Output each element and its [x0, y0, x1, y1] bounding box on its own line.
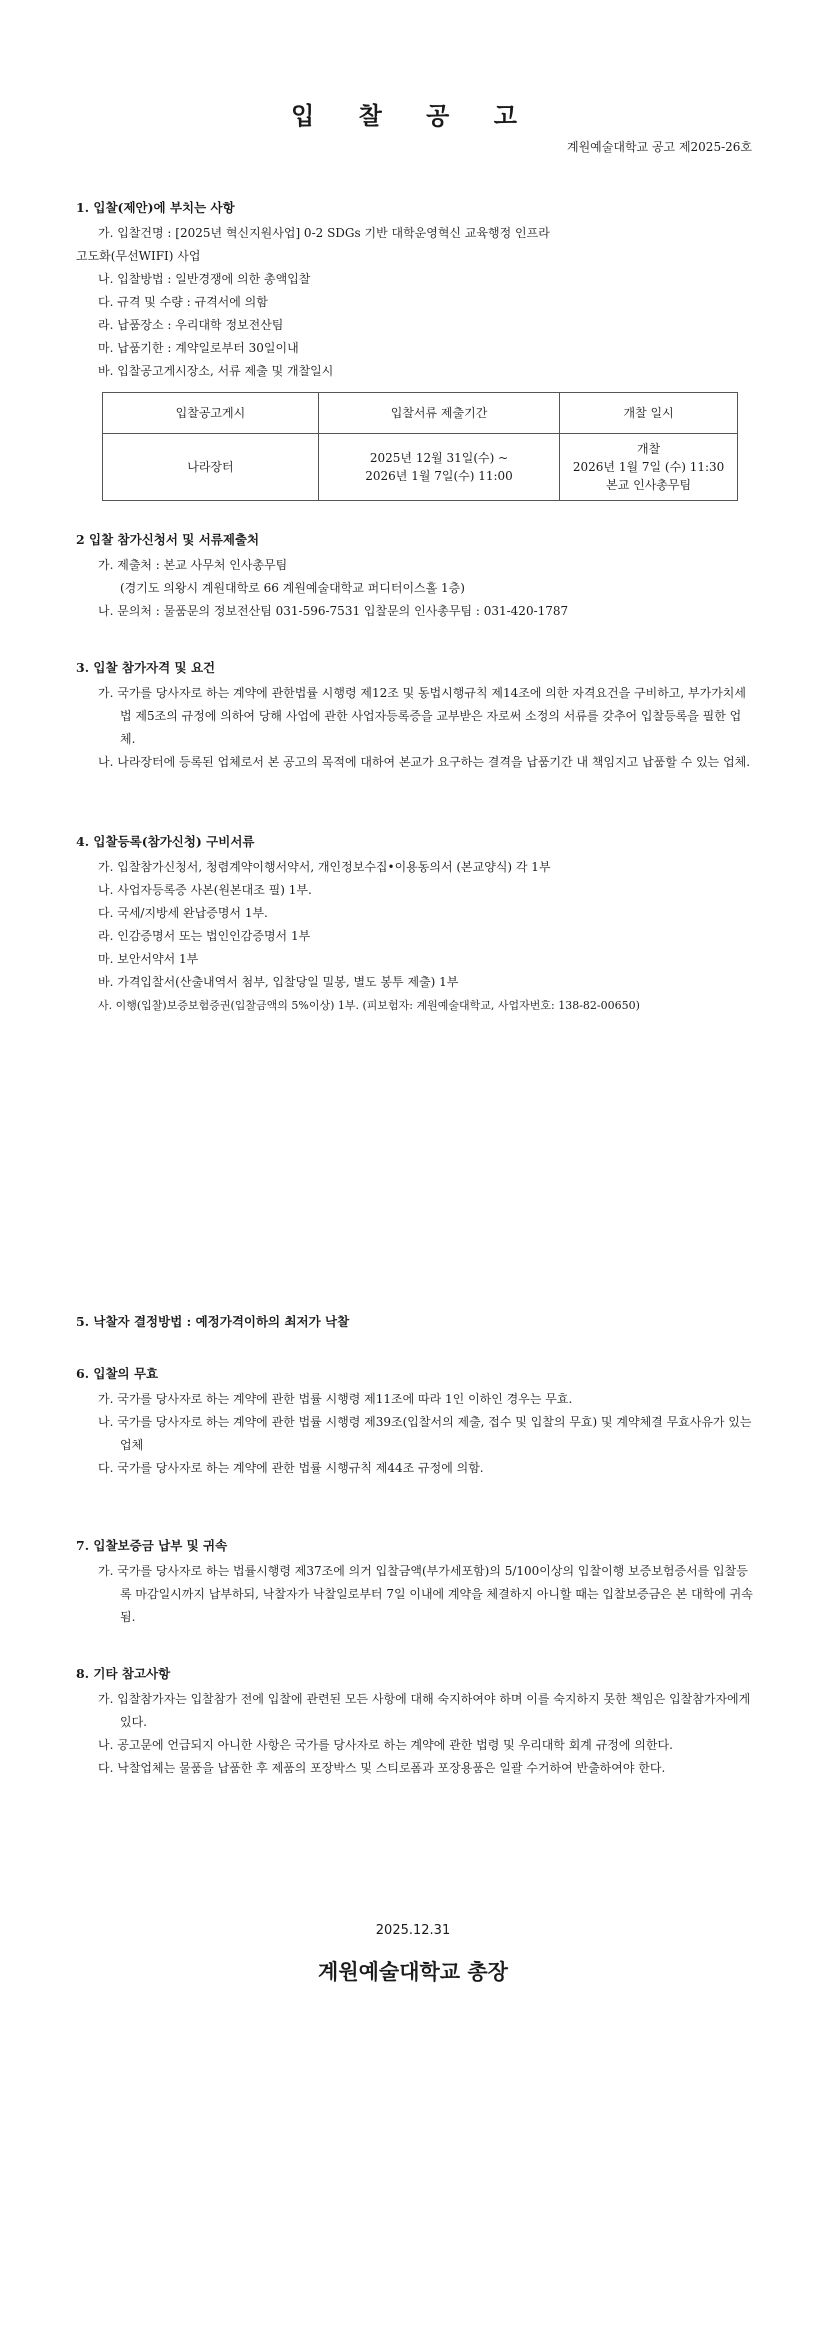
- submission-place: 가. 제출처 : 본교 사무처 인사총무팀: [98, 558, 288, 572]
- opening-datetime: 2026년 1월 7일 (수) 11:30: [572, 460, 725, 474]
- note-b: 나. 공고문에 언급되지 아니한 사항은 국가를 당사자로 하는 계약에 관한 법령 및 우리대학 회계 규정에 의한다.: [98, 1738, 673, 1752]
- section-documents: [76, 832, 756, 1017]
- section-3-heading: 3. 입찰 참가자격 및 요건: [76, 660, 216, 675]
- delivery-place: 라. 납품장소 : 우리대학 정보전산팀: [98, 318, 284, 332]
- page-title: 입 찰 공 고: [291, 101, 535, 130]
- bid-name-line-2: 고도화(무선WIFI) 사업: [76, 249, 201, 263]
- bid-method: 나. 입찰방법 : 일반경쟁에 의한 총액입찰: [98, 272, 311, 286]
- opening-place: 본교 인사총무팀: [606, 478, 692, 492]
- qualification-b: 나. 나라장터에 등록된 업체로서 본 공고의 목적에 대하여 본교가 요구하는 결격을 납품기간 내 책임지고 납품할 수 있는 업체.: [98, 755, 751, 769]
- doc-business-reg: 나. 사업자등록증 사본(원본대조 필) 1부.: [98, 883, 312, 897]
- section-notes: [76, 1664, 756, 1780]
- notice-number: 계원예술대학교 공고 제2025-26호: [566, 140, 752, 154]
- section-1-heading: 1. 입찰(제안)에 부치는 사항: [76, 200, 235, 215]
- table-cell-opening: [560, 434, 738, 501]
- table-header-period: 입찰서류 제출기간: [318, 393, 559, 434]
- doc-security-pledge: 마. 보안서약서 1부: [98, 952, 199, 966]
- table-header-row: [103, 393, 738, 434]
- posting-place: 바. 입찰공고게시장소, 서류 제출 및 개찰일시: [98, 364, 334, 378]
- section-5-heading: 5. 낙찰자 결정방법 : 예정가격이하의 최저가 낙찰: [76, 1314, 350, 1329]
- period-end: 2026년 1월 7일(수) 11:00: [365, 469, 513, 483]
- bid-schedule-table: [102, 392, 738, 501]
- bid-name-line-1: 가. 입찰건명 : [2025년 혁신지원사업] 0-2 SDGs 기반 대학운영혁신 교육행정 인프라: [98, 226, 550, 240]
- invalid-b: 나. 국가를 당사자로 하는 계약에 관한 법률 시행령 제39조(입찰서의 제출, 접수 및 입찰의 무효) 및 계약체결 무효사유가 있는 업체: [98, 1415, 752, 1452]
- doc-application: 가. 입찰참가신청서, 청렴계약이행서약서, 개인정보수집•이용동의서 (본교양식) 각 1부: [98, 860, 551, 874]
- doc-tax-cert: 다. 국세/지방세 완납증명서 1부.: [98, 906, 268, 920]
- section-4-heading: 4. 입찰등록(참가신청) 구비서류: [76, 834, 255, 849]
- contact-info: 나. 문의처 : 물품문의 정보전산팀 031-596-7531 입찰문의 인사총무팀 : 031-420-1787: [98, 604, 569, 618]
- section-2-heading: 2 입찰 참가신청서 및 서류제출처: [76, 532, 260, 547]
- section-qualification: [76, 658, 756, 774]
- doc-seal-cert: 라. 인감증명서 또는 법인인감증명서 1부: [98, 929, 311, 943]
- signature: 계원예술대학교 총장: [318, 1959, 508, 1984]
- notice-date: 2025.12.31: [375, 1923, 451, 1938]
- opening-label: 개찰: [637, 442, 661, 456]
- table-header-opening: 개찰 일시: [560, 393, 738, 434]
- note-a: 가. 입찰참가자는 입찰참가 전에 입찰에 관련된 모든 사항에 대해 숙지하여야 하며 이를 숙지하지 못한 책임은 입찰참가자에게 있다.: [98, 1692, 751, 1729]
- table-row: [103, 434, 738, 501]
- section-8-heading: 8. 기타 참고사항: [76, 1666, 171, 1681]
- table-header-posting: 입찰공고게시: [103, 393, 319, 434]
- qualification-a: 가. 국가를 당사자로 하는 계약에 관한법률 시행령 제12조 및 동법시행규칙 제14조에 의한 자격요건을 구비하고, 부가가치세법 제5조의 규정에 의하여 당해 사업에 관한 사업자등록증을 교부받은 자로써 소정의 서류를 갖추어 입찰등록을 필한 업체.: [98, 686, 746, 746]
- submission-address: (경기도 의왕시 계원대학로 66 계원예술대학교 퍼디터이스홀 1층): [120, 581, 465, 595]
- section-invalidity: [76, 1364, 756, 1480]
- table-cell-period: [318, 434, 559, 501]
- invalid-a: 가. 국가를 당사자로 하는 계약에 관한 법률 시행령 제11조에 따라 1인 이하인 경우는 무효.: [98, 1392, 573, 1406]
- spec-quantity: 다. 규격 및 수량 : 규격서에 의함: [98, 295, 268, 309]
- doc-price-bid: 바. 가격입찰서(산출내역서 첨부, 입찰당일 밀봉, 별도 봉투 제출) 1부: [98, 975, 459, 989]
- invalid-c: 다. 국가를 당사자로 하는 계약에 관한 법률 시행규칙 제44조 규정에 의함.: [98, 1461, 484, 1475]
- period-start: 2025년 12월 31일(수) ~: [369, 451, 509, 465]
- section-6-heading: 6. 입찰의 무효: [76, 1366, 159, 1381]
- section-award-method: [76, 1312, 756, 1336]
- table-cell-site: 나라장터: [103, 434, 319, 501]
- section-submission: [76, 530, 756, 623]
- doc-bond: 사. 이행(입찰)보증보험증권(입찰금액의 5%이상) 1부. (피보험자: 계원예술대학교, 사업자번호: 138-82-00650): [98, 999, 640, 1012]
- section-bond: [76, 1536, 756, 1629]
- section-bid-items: [76, 198, 756, 383]
- section-7-heading: 7. 입찰보증금 납부 및 귀속: [76, 1538, 228, 1553]
- delivery-deadline: 마. 납품기한 : 계약일로부터 30일이내: [98, 341, 299, 355]
- bond-a: 가. 국가를 당사자로 하는 법률시행령 제37조에 의거 입찰금액(부가세포함)의 5/100이상의 입찰이행 보증보험증서를 입찰등록 마감일시까지 납부하되, 낙찰자가 낙찰일로부터 7일 이내에 계약을 체결하지 아니할 때는 입찰보증금은 본 대학에 귀속됨.: [98, 1564, 753, 1624]
- note-c: 다. 낙찰업체는 물품을 납품한 후 제품의 포장박스 및 스티로폼과 포장용품은 일괄 수거하여 반출하여야 한다.: [98, 1761, 666, 1775]
